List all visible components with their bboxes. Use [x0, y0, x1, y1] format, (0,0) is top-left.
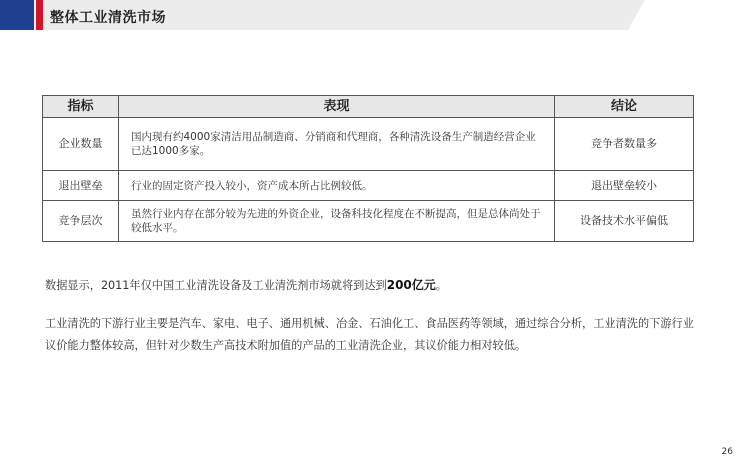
row-conclusion: 设备技术水平偏低 — [555, 201, 694, 242]
page-number: 26 — [721, 447, 733, 457]
downstream-paragraph: 工业清洗的下游行业主要是汽车、家电、电子、通用机械、冶金、石油化工、食品医药等领域，通过综合分析，工业清洗的下游行业议价能力整体较高，但针对少数生产高技术附加值的产品的工业清洗企业，其议价能力相对较低。 — [45, 317, 694, 352]
table-row — [43, 201, 694, 242]
table-row — [43, 118, 694, 171]
table-row — [43, 171, 694, 201]
header-blue-accent — [0, 0, 34, 30]
row-detail: 行业的固定资产投入较小，资产成本所占比例较低。 — [119, 171, 555, 201]
market-size-value: 200亿元 — [386, 278, 436, 292]
row-metric: 退出壁垒 — [43, 171, 119, 201]
header-red-accent — [36, 0, 43, 30]
market-size-text: 数据显示，2011年仅中国工业清洗设备及工业清洗剂市场就将到达到 — [45, 279, 387, 292]
table-header-row — [43, 96, 694, 118]
row-detail: 虽然行业内存在部分较为先进的外资企业，设备科技化程度在不断提高，但是总体尚处于较低水平。 — [119, 201, 555, 242]
row-conclusion: 竞争者数量多 — [555, 118, 694, 171]
market-size-paragraph — [45, 274, 695, 297]
market-size-tail: 。 — [435, 279, 447, 292]
page-title: 整体工业清洗市场 — [50, 10, 166, 26]
header-metric: 指标 — [43, 96, 119, 118]
industry-summary-table — [42, 95, 694, 242]
header-detail: 表现 — [119, 96, 555, 118]
row-metric: 竞争层次 — [43, 201, 119, 242]
row-detail: 国内现有约4000家清洁用品制造商、分销商和代理商，各种清洗设备生产制造经营企业已达1000多家。 — [119, 118, 555, 171]
header-band — [0, 0, 750, 30]
row-metric: 企业数量 — [43, 118, 119, 171]
row-conclusion: 退出壁垒较小 — [555, 171, 694, 201]
header-conclusion: 结论 — [555, 96, 694, 118]
